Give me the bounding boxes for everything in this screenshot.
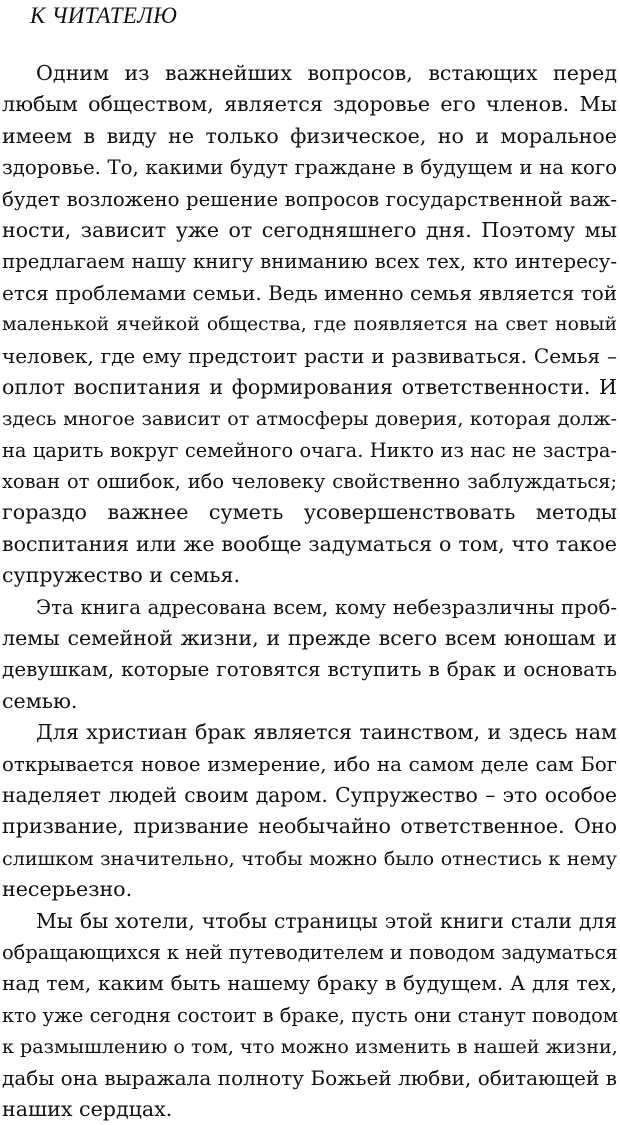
text-line: лемы семейной жизни, и прежде всего всем юношам и: [2, 626, 617, 651]
text-line: Мы бы хотели, чтобы страницы этой книги стали для: [36, 908, 617, 933]
text-line: наших сердцах.: [2, 1096, 173, 1121]
text-line: имеем в виду не только физическое, но и моральное: [2, 123, 617, 148]
text-line: призвание, призвание необычайно ответственное. Оно: [2, 814, 617, 839]
text-line: кто уже сегодня состоит в браке, пусть они станут поводом: [2, 1003, 618, 1027]
text-line: на царить вокруг семейного очага. Никто из нас не застра-: [2, 438, 617, 462]
text-line: любым обществом, является здоровье его членов. Мы: [2, 92, 617, 117]
text-line: открывается новое измерение, ибо на самом деле сам Бог: [2, 752, 617, 776]
text-line: оплот воспитания и формирования ответственности. И: [2, 374, 617, 399]
text-line: дабы она выражала полноту Божьей любви, обитающей в: [2, 1065, 617, 1090]
text-line: несерьезно.: [2, 877, 133, 902]
text-line: Для христиан брак является таинством, и здесь нам: [36, 720, 617, 745]
text-line: над тем, каким быть нашему браку в будущем. А для тех,: [2, 971, 617, 996]
text-line: хован от ошибок, ибо человеку свойственно заблуждаться;: [2, 470, 617, 494]
text-line: наделяет людей своим даром. Супружество – это особое: [2, 782, 617, 807]
text-line: воспитания или же вообще задуматься о том, что такое: [2, 531, 617, 556]
text-line: девушкам, которые готовятся вступить в брак и основать: [2, 657, 617, 682]
text-line: будет возложено решение вопросов государственной важ-: [2, 187, 617, 211]
text-line: Эта книга адресована всем, кому небезразличны проб-: [36, 595, 617, 619]
text-line: обращающихся к ней путеводителем и поводом задуматься: [2, 940, 618, 964]
text-line: ности, зависит уже от сегодняшнего дня. Поэтому мы: [2, 217, 617, 242]
text-line: Одним из важнейших вопросов, встающих перед: [36, 61, 617, 85]
page-heading: К ЧИТАТЕЛЮ: [30, 3, 178, 28]
text-line: слишком значительно, чтобы можно было отнестись к нему: [2, 846, 617, 870]
text-line: супружество и семья.: [2, 563, 241, 588]
body-text: [2, 58, 617, 1125]
text-line: к размышлению о том, что можно изменить в нашей жизни,: [2, 1035, 618, 1059]
text-line: гораздо важнее суметь усовершенствовать методы: [2, 500, 617, 525]
text-line: предлагаем нашу книгу вниманию всех тех, кто интересу-: [2, 250, 617, 274]
text-line: человек, где ему предстоит расти и развиваться. Семья –: [2, 343, 617, 368]
text-line: маленькой ячейкой общества, где появляется на свет новый: [2, 314, 617, 336]
text-line: здесь многое зависит от атмосферы доверия, которая долж-: [2, 407, 617, 431]
text-line: ется проблемами семьи. Ведь именно семья является той: [2, 280, 618, 305]
text-line: здоровье. То, какими будут граждане в будущем и на кого: [2, 156, 617, 180]
text-line: семью.: [2, 688, 78, 713]
